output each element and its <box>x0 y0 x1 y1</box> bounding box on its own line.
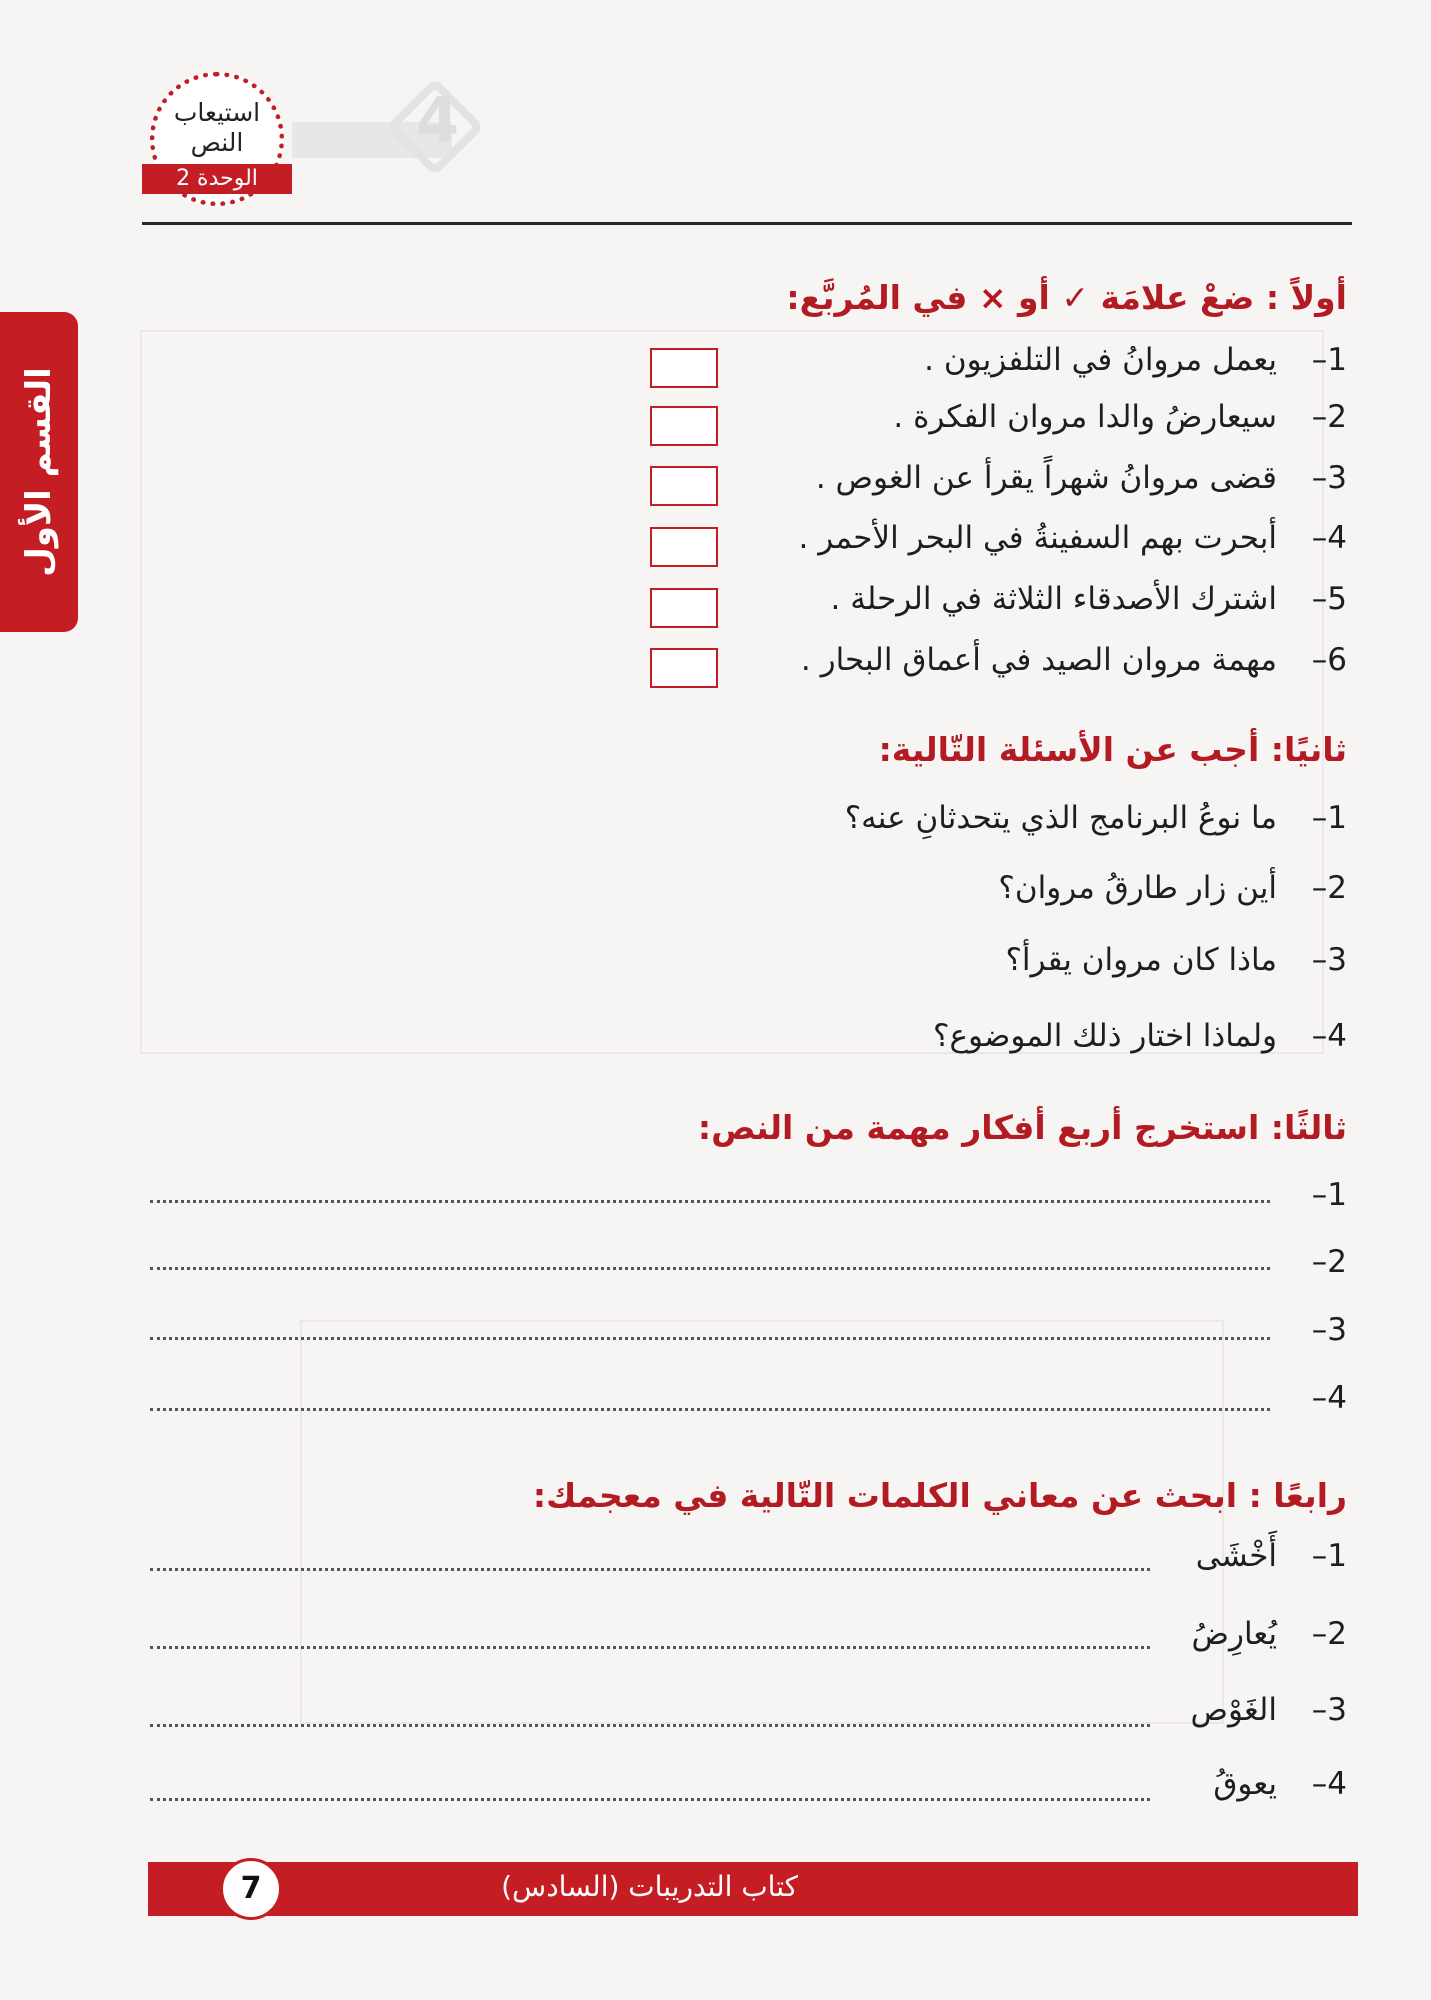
tf-item-4 <box>799 518 1347 558</box>
item-text: أبحرت بهم السفينةُ في البحر الأحمر . <box>798 520 1277 556</box>
book-title: كتاب التدريبات (السادس) <box>501 1870 798 1903</box>
section-side-tab <box>0 312 78 632</box>
lesson-badge <box>142 72 292 194</box>
page-number: 7 <box>220 1858 282 1920</box>
item-number: 4– <box>1311 1018 1347 1054</box>
item-number: 3– <box>1311 1692 1347 1728</box>
item-text: يعمل مروانُ في التلفزيون . <box>924 342 1277 378</box>
meaning-answer-line-1[interactable] <box>150 1568 1150 1571</box>
item-text: سيعارضُ والدا مروان الفكرة . <box>893 399 1277 435</box>
answer-checkbox-6[interactable] <box>650 648 718 688</box>
question-text: أين زار طارقُ مروان؟ <box>998 870 1277 906</box>
item-number: 2– <box>1311 399 1347 435</box>
footer-bar <box>148 1862 1358 1916</box>
bleed-through-table <box>300 1320 1224 1724</box>
answer-checkbox-3[interactable] <box>650 466 718 506</box>
idea-answer-line-2[interactable] <box>150 1267 1270 1270</box>
section1-heading: أولاً : ضعْ علامَة ✓ أو × في المُربَّع: <box>786 278 1347 317</box>
badge-unit: الوحدة 2 <box>142 164 292 194</box>
item-number: 3– <box>1311 460 1347 496</box>
question-3 <box>1005 940 1347 980</box>
idea-answer-line-1[interactable] <box>150 1200 1270 1203</box>
word-text: الغَوْص <box>1190 1692 1277 1728</box>
answer-checkbox-2[interactable] <box>650 406 718 446</box>
item-text: اشترك الأصدقاء الثلاثة في الرحلة . <box>830 581 1277 617</box>
meaning-answer-line-2[interactable] <box>150 1646 1150 1649</box>
item-number: 1– <box>1311 800 1347 836</box>
side-tab-label: القسم الأول <box>19 367 59 577</box>
meaning-answer-line-4[interactable] <box>150 1798 1150 1801</box>
word-text: أَخْشَى <box>1195 1538 1277 1574</box>
question-text: ولماذا اختار ذلك الموضوع؟ <box>933 1018 1277 1054</box>
word-4 <box>1213 1764 1347 1804</box>
idea-answer-line-4[interactable] <box>150 1408 1270 1411</box>
question-1 <box>845 798 1347 838</box>
item-number: 5– <box>1311 581 1347 617</box>
word-3 <box>1190 1690 1347 1730</box>
tf-item-1 <box>924 340 1347 380</box>
header-divider <box>142 222 1352 225</box>
item-text: مهمة مروان الصيد في أعماق البحار . <box>800 642 1277 678</box>
item-number: 1– <box>1311 1538 1347 1574</box>
word-2 <box>1192 1614 1347 1654</box>
tf-item-2 <box>893 397 1347 437</box>
idea-answer-line-3[interactable] <box>150 1337 1270 1340</box>
item-number: 3– <box>1311 942 1347 978</box>
word-text: يعوقُ <box>1213 1766 1277 1802</box>
word-1 <box>1196 1536 1347 1576</box>
tf-item-3 <box>816 458 1347 498</box>
section2-heading: ثانيًا: أجب عن الأسئلة التّالية: <box>878 730 1347 769</box>
answer-checkbox-1[interactable] <box>650 348 718 388</box>
decor-number: 4 <box>416 84 460 157</box>
meaning-answer-line-3[interactable] <box>150 1724 1150 1727</box>
tf-item-6 <box>801 640 1347 680</box>
section4-heading: رابعًا : ابحث عن معاني الكلمات التّالية في معجمك: <box>532 1476 1347 1515</box>
item-number: 2– <box>1311 870 1347 906</box>
badge-title: استيعاب النص <box>173 98 261 157</box>
section3-heading: ثالثًا: استخرج أربع أفكار مهمة من النص: <box>697 1108 1347 1147</box>
word-text: يُعارِضُ <box>1191 1616 1277 1652</box>
idea-line-4-number: 4– <box>1311 1380 1347 1416</box>
question-text: ماذا كان مروان يقرأ؟ <box>1005 942 1277 978</box>
item-number: 6– <box>1311 642 1347 678</box>
item-number: 1– <box>1311 342 1347 378</box>
question-2 <box>998 868 1347 908</box>
answer-checkbox-4[interactable] <box>650 527 718 567</box>
tf-item-5 <box>831 579 1347 619</box>
item-number: 4– <box>1311 1766 1347 1802</box>
idea-line-2-number: 2– <box>1311 1244 1347 1280</box>
item-number: 2– <box>1311 1616 1347 1652</box>
answer-checkbox-5[interactable] <box>650 588 718 628</box>
question-4 <box>933 1016 1347 1056</box>
item-text: قضى مروانُ شهراً يقرأ عن الغوص . <box>815 460 1277 496</box>
idea-line-3-number: 3– <box>1311 1312 1347 1348</box>
question-text: ما نوعُ البرنامج الذي يتحدثانِ عنه؟ <box>844 800 1277 836</box>
idea-line-1-number: 1– <box>1311 1177 1347 1213</box>
item-number: 4– <box>1311 520 1347 556</box>
